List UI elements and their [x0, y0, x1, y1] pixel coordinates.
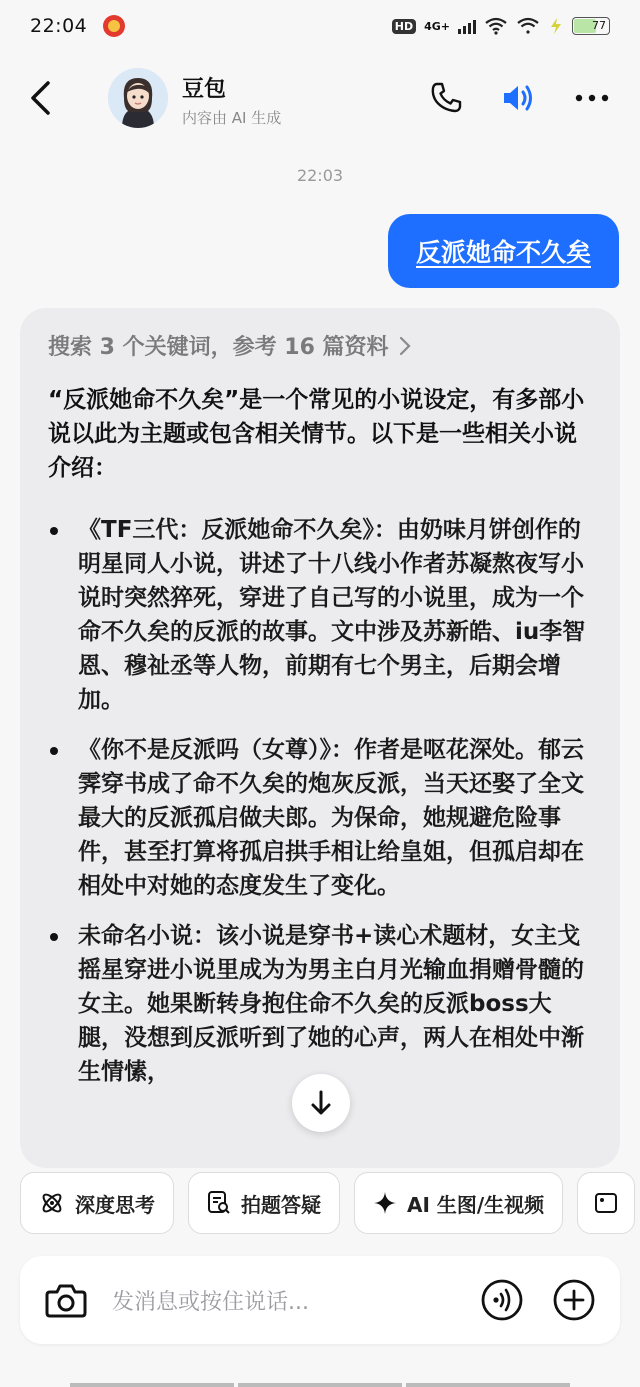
- atom-icon: [39, 1190, 65, 1216]
- ai-image-video-button[interactable]: [354, 1172, 563, 1234]
- message-input-bar: [20, 1256, 620, 1344]
- image-icon: [594, 1191, 618, 1215]
- ai-disclaimer: 内容由 AI 生成: [182, 109, 282, 127]
- back-icon[interactable]: [26, 80, 56, 116]
- list-item: [48, 733, 594, 903]
- list-item: [48, 513, 594, 717]
- photo-question-icon: [207, 1190, 231, 1216]
- status-time: 22:04: [30, 15, 88, 37]
- message-timestamp: 22:03: [296, 166, 344, 185]
- network-type: 4G+: [424, 19, 450, 33]
- deep-think-button[interactable]: [20, 1172, 174, 1234]
- response-intro: “反派她命不久矣”是一个常见的小说设定，有多部小说以此为主题或包含相关情节。以下是一些相关小说介绍：: [48, 387, 585, 481]
- wifi-icon: [516, 17, 540, 35]
- book-description: ：该小说是穿书+读心术题材，女主戈摇星穿进小说里成为为男主白月光输血捐赠骨髓的女主。她果断转身抱住命不久矣的反派boss大腿，没想到反派听到了她的心声，两人在相处中渐生情愫，: [78, 923, 584, 1085]
- list-item: [48, 919, 594, 1089]
- chat-header: [0, 62, 640, 134]
- book-title: 《你不是反派吗（女尊）》: [78, 737, 331, 763]
- speaker-icon[interactable]: [500, 80, 536, 116]
- user-message-bubble[interactable]: 反派她命不久矣: [388, 214, 619, 288]
- photo-question-button[interactable]: [188, 1172, 340, 1234]
- chevron-right-icon: [399, 336, 411, 356]
- signal-icon: [458, 18, 476, 34]
- sparkle-icon: [373, 1191, 397, 1215]
- more-icon[interactable]: [574, 80, 610, 116]
- avatar[interactable]: [108, 68, 168, 128]
- book-title: 未命名小说: [78, 923, 193, 949]
- chat-title: 豆包: [182, 77, 227, 102]
- battery-icon: 77: [572, 17, 610, 35]
- book-list: [48, 513, 594, 1089]
- plus-icon[interactable]: [552, 1278, 596, 1322]
- status-indicators: [392, 17, 610, 35]
- search-summary[interactable]: [48, 330, 594, 361]
- scroll-to-bottom-button[interactable]: [292, 1074, 350, 1132]
- camera-icon[interactable]: [44, 1280, 88, 1320]
- chat-title-block: [182, 72, 281, 128]
- chip-label: 拍题答疑: [241, 1192, 321, 1217]
- charging-icon: [548, 17, 564, 35]
- voice-call-icon[interactable]: [480, 1278, 524, 1322]
- quick-actions: [20, 1172, 635, 1234]
- notification-icon: [103, 15, 125, 37]
- more-actions-chip[interactable]: [577, 1172, 635, 1234]
- ai-response-card: [20, 308, 620, 1168]
- message-input[interactable]: 发消息或按住说话...: [112, 1289, 309, 1315]
- wifi-icon: [484, 17, 508, 35]
- book-description: ：作者是呕花深处。郁云霁穿书成了命不久矣的炮灰反派，当天还娶了全文最大的反派孤启做夫郎。为保命，她规避危险事件，甚至打算将孤启拱手相让给皇姐，但孤启却在相处中对她的态度发生了变化。: [78, 737, 584, 899]
- chip-label: AI 生图/生视频: [407, 1192, 545, 1217]
- arrow-down-icon: [309, 1089, 333, 1117]
- status-bar: [0, 0, 640, 52]
- phone-icon[interactable]: [428, 80, 464, 116]
- book-description: ：由奶味月饼创作的明星同人小说，讲述了十八线小作者苏凝熬夜写小说时突然猝死，穿进了自己写的小说里，成为一个命不久矣的反派的故事。文中涉及苏新皓、iu李智恩、穆祉丞等人物，前期有七个男主，后期会增加。: [78, 517, 586, 713]
- search-summary-text: 搜索 3 个关键词，参考 16 篇资料: [48, 335, 389, 360]
- hd-badge: HD: [392, 19, 416, 34]
- chip-label: 深度思考: [75, 1192, 155, 1217]
- gesture-bar: [70, 1383, 570, 1387]
- book-title: 《TF三代：反派她命不久矣》: [78, 517, 374, 543]
